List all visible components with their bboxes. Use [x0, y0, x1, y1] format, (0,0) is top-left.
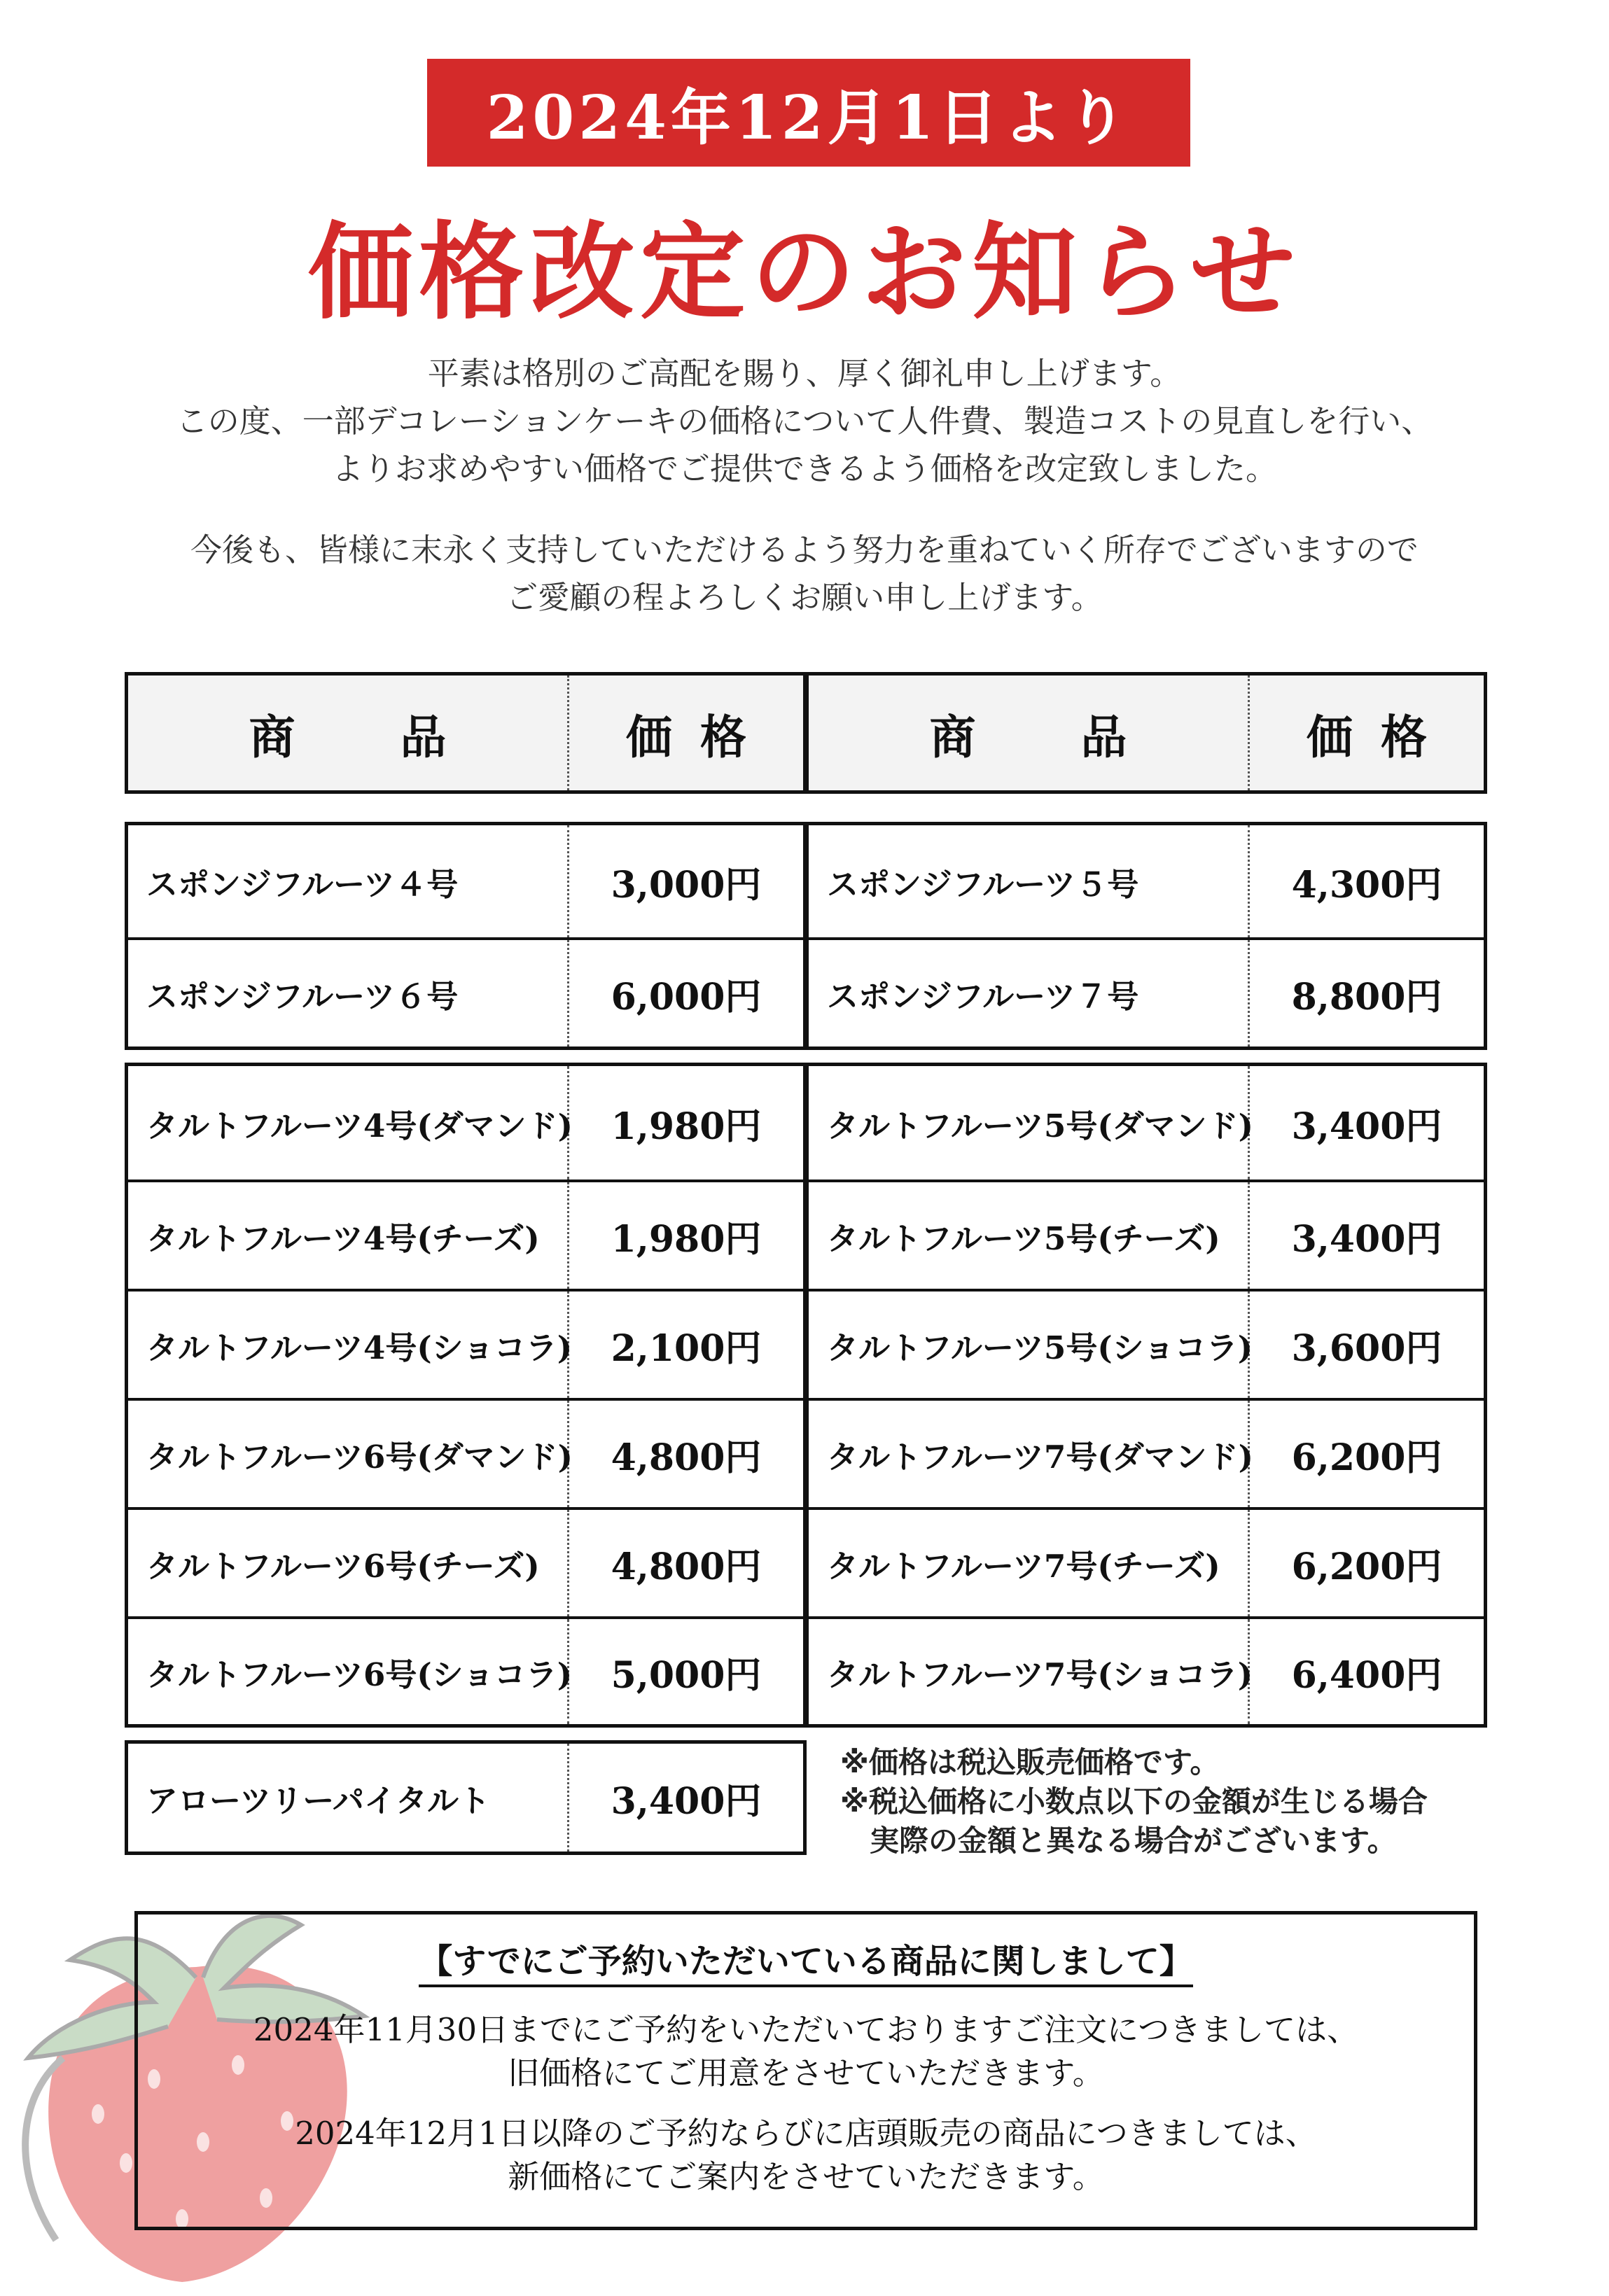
- table-row: [128, 825, 803, 937]
- page-title: 価格改定のお知らせ: [308, 211, 1301, 334]
- intro-paragraph-1: [0, 350, 1609, 493]
- table-row: [128, 1616, 803, 1724]
- product-name: タルトフルーツ5号(ショコラ): [809, 1292, 1250, 1398]
- table-row: [809, 825, 1484, 937]
- product-name: タルトフルーツ4号(ダマンド): [128, 1066, 569, 1180]
- product-price: 4,300円: [1291, 863, 1442, 906]
- product-name: アローツリーパイタルト: [128, 1744, 569, 1851]
- table-row: [809, 937, 1484, 1046]
- tart-table-right: [805, 1063, 1487, 1728]
- product-name: タルトフルーツ6号(ダマンド): [128, 1401, 569, 1507]
- note-line: ※価格は税込販売価格です。: [840, 1745, 1220, 1779]
- table-row: [128, 1180, 803, 1289]
- note-line: 実際の金額と異なる場合がございます。: [840, 1823, 1397, 1858]
- table-row: [809, 1616, 1484, 1724]
- product-name: スポンジフルーツ５号: [809, 825, 1250, 937]
- tart-table-left: [125, 1063, 807, 1728]
- header-price: 価格: [626, 709, 774, 764]
- product-price: 6,400円: [1291, 1653, 1442, 1697]
- product-price: 6,200円: [1291, 1436, 1442, 1479]
- product-name: タルトフルーツ4号(ショコラ): [128, 1292, 569, 1398]
- table-row: [809, 1180, 1484, 1289]
- extra-item-table: [125, 1740, 807, 1855]
- sponge-table-right: [805, 822, 1487, 1050]
- sponge-table-left: [125, 822, 807, 1050]
- intro-line: この度、一部デコレーションケーキの価格について人件費、製造コストの見直しを行い、: [176, 402, 1433, 440]
- product-price: 5,000円: [611, 1653, 762, 1697]
- product-price: 3,400円: [1291, 1105, 1442, 1148]
- notice-line: 2024年11月30日までにご予約をいただいておりますご注文につきましては、: [253, 2011, 1359, 2048]
- intro-line: 今後も、皆様に末永く支持していただけるよう努力を重ねていく所存でございますので: [190, 531, 1419, 568]
- product-name: タルトフルーツ7号(チーズ): [809, 1510, 1250, 1616]
- product-name: タルトフルーツ4号(チーズ): [128, 1182, 569, 1289]
- product-name: タルトフルーツ5号(チーズ): [809, 1182, 1250, 1289]
- table-row: [128, 1289, 803, 1398]
- table-row: [809, 1066, 1484, 1180]
- intro-paragraph-2: [0, 526, 1609, 622]
- product-price: 3,000円: [611, 863, 762, 906]
- header-product: 商品: [128, 676, 569, 790]
- notice-title: 【すでにご予約いただいている商品に関しまして】: [419, 1940, 1192, 1987]
- table-header-left: [125, 672, 807, 794]
- price-notes: [840, 1743, 1428, 1861]
- product-price: 6,000円: [611, 975, 762, 1018]
- product-price: 3,600円: [1291, 1326, 1442, 1370]
- table-row: [128, 937, 803, 1046]
- product-name: スポンジフルーツ７号: [809, 940, 1250, 1046]
- product-price: 2,100円: [611, 1326, 762, 1370]
- table-header-right: [805, 672, 1487, 794]
- product-price: 4,800円: [611, 1545, 762, 1588]
- intro-line: ご愛顧の程よろしくお願い申し上げます。: [506, 579, 1103, 616]
- table-row: [128, 1744, 803, 1851]
- product-price: 4,800円: [611, 1436, 762, 1479]
- notice-line: 新価格にてご案内をさせていただきます。: [508, 2158, 1104, 2195]
- product-name: スポンジフルーツ６号: [128, 940, 569, 1046]
- product-name: タルトフルーツ5号(ダマンド): [809, 1066, 1250, 1180]
- notice-line: 2024年12月1日以降のご予約ならびに店頭販売の商品につきましては、: [295, 2115, 1317, 2152]
- table-row: [809, 1289, 1484, 1398]
- product-price: 8,800円: [1291, 975, 1442, 1018]
- table-row: [128, 1507, 803, 1616]
- effective-date-banner: 2024年12月1日より: [427, 59, 1190, 167]
- product-price: 3,400円: [611, 1779, 762, 1823]
- table-row: [809, 1398, 1484, 1507]
- product-price: 3,400円: [1291, 1217, 1442, 1261]
- notice-line: 旧価格にてご用意をさせていただきます。: [508, 2054, 1104, 2092]
- product-price: 6,200円: [1291, 1545, 1442, 1588]
- note-line: ※税込価格に小数点以下の金額が生じる場合: [840, 1784, 1428, 1819]
- product-name: タルトフルーツ7号(ダマンド): [809, 1401, 1250, 1507]
- table-row: [128, 1398, 803, 1507]
- product-price: 1,980円: [611, 1105, 762, 1148]
- product-price: 1,980円: [611, 1217, 762, 1261]
- table-row: [128, 1066, 803, 1180]
- product-name: タルトフルーツ7号(ショコラ): [809, 1619, 1250, 1724]
- table-row: [809, 1507, 1484, 1616]
- product-name: タルトフルーツ6号(ショコラ): [128, 1619, 569, 1724]
- intro-line: 平素は格別のご高配を賜り、厚く御礼申し上げます。: [427, 355, 1182, 392]
- intro-line: よりお求めやすい価格でご提供できるよう価格を改定致しました。: [331, 450, 1277, 487]
- header-price: 価格: [1307, 709, 1455, 764]
- header-product: 商品: [809, 676, 1250, 790]
- reservation-notice: [134, 1911, 1477, 2230]
- product-name: スポンジフルーツ４号: [128, 825, 569, 937]
- product-name: タルトフルーツ6号(チーズ): [128, 1510, 569, 1616]
